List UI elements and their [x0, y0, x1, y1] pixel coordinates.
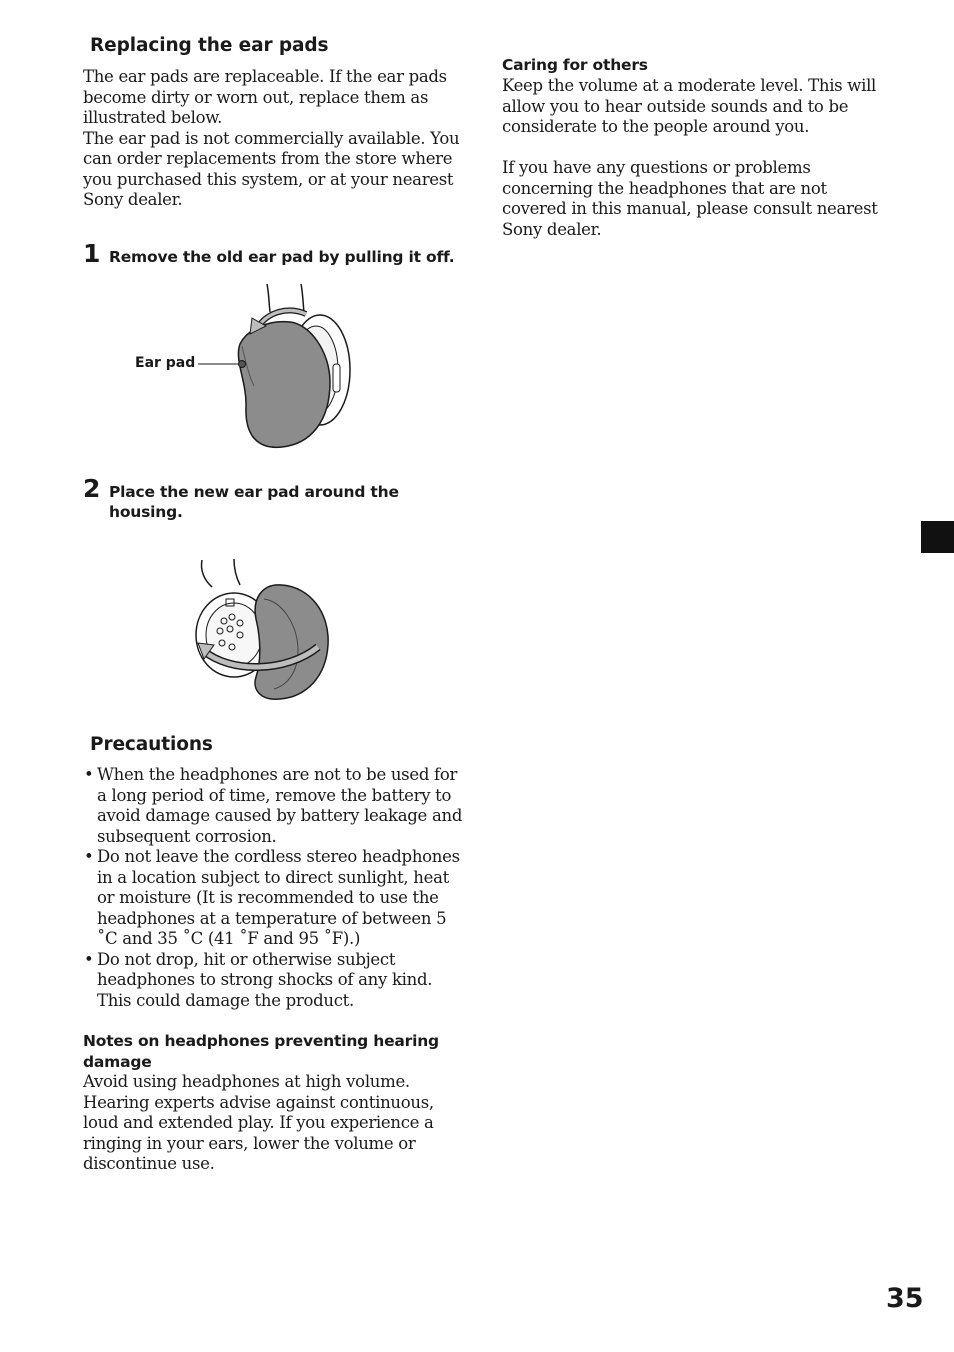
precaution-item — [84, 847, 469, 950]
precautions-list — [84, 765, 469, 1011]
notes-hearing-text: Avoid using headphones at high volume. Hearing experts advise against continuous, loud and extended play. If you experience a ringing in your ears, lower the volume or discontinue use. — [83, 1072, 434, 1173]
replacing-intro-paragraph-1: The ear pads are replaceable. If the ear pads become dirty or worn out, replace them as illustrated below. — [83, 67, 447, 127]
bullet-dot: • — [84, 949, 94, 969]
replacing-intro-paragraph-2: The ear pad is not commercially available. You can order replacements from the store where you purchased this system, or at your nearest Sony dealer. — [83, 128, 460, 209]
caring-for-others-text: Keep the volume at a moderate level. This will allow you to hear outside sounds and to be considerate to the people around you. — [502, 76, 877, 136]
step-2-text: Place the new ear pad around the housing. — [109, 483, 399, 521]
precaution-item — [84, 950, 469, 1012]
precaution-text: Do not drop, hit or otherwise subject headphones to strong shocks of any kind. This could damage the product. — [97, 949, 433, 1010]
questions-text: If you have any questions or problems concerning the headphones that are not covered in this manual, please consult nearest Sony dealer. — [502, 158, 878, 239]
precaution-item — [84, 765, 469, 847]
precaution-text: When the headphones are not to be used for a long period of time, remove the battery to avoid damage caused by battery leakage and subsequent corrosion. — [97, 765, 463, 846]
section-title-replacing-ear-pads: Replacing the ear pads — [90, 35, 329, 56]
headphone-ear-pad-placement-illustration — [190, 555, 335, 705]
notes-hearing-title: Notes on headphones preventing hearing damage — [83, 1032, 439, 1071]
step-2-number: 2 — [83, 474, 101, 503]
page-number: 35 — [886, 1283, 924, 1314]
step-1-number: 1 — [83, 239, 101, 268]
section-title-precautions: Precautions — [90, 734, 213, 755]
step-1-text: Remove the old ear pad by pulling it off. — [109, 248, 455, 266]
bullet-dot: • — [84, 765, 94, 784]
precaution-text: Do not leave the cordless stereo headphones in a location subject to direct sunlight, heat or moisture (It is recommended to use the headphones at a temperature of between 5 ˚C and 35 ˚C (41 ˚F and 95 ˚F).) — [97, 847, 460, 948]
section-tab-marker — [921, 521, 954, 553]
replacing-intro — [83, 67, 468, 211]
caring-for-others-title: Caring for others — [502, 56, 648, 74]
figure-place-ear-pad — [190, 555, 335, 705]
ear-pad-callout-label: Ear pad — [135, 355, 196, 371]
bullet-dot: • — [84, 847, 94, 866]
